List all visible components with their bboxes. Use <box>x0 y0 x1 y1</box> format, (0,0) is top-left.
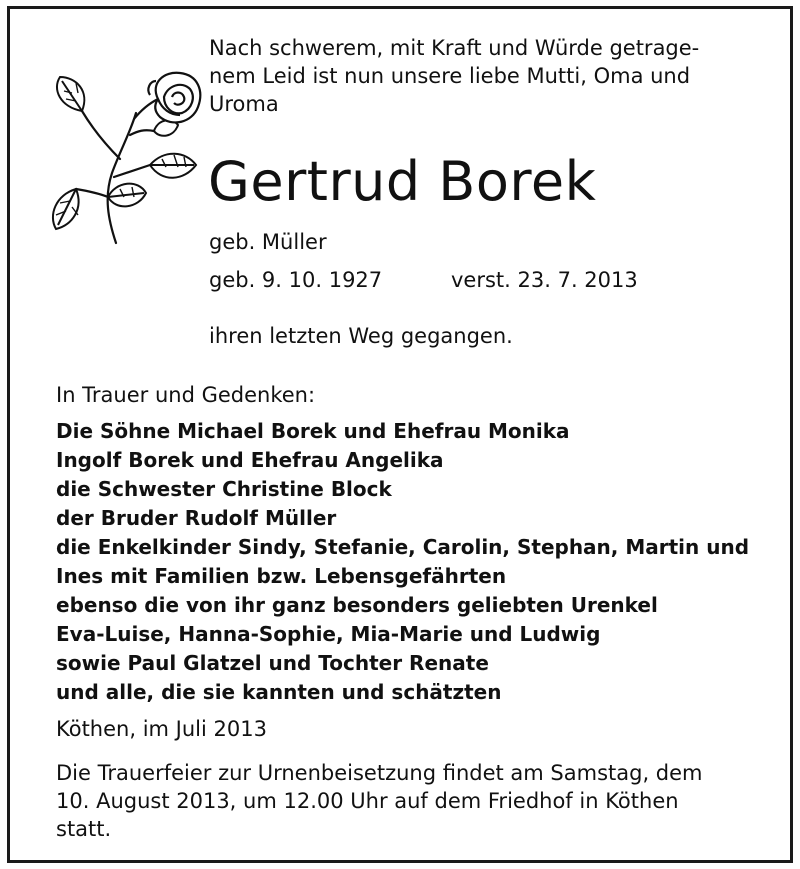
mourner-line: Ingolf Borek und Ehefrau Angelika <box>56 448 444 472</box>
intro-line: nem Leid ist nun unsere liebe Mutti, Oma und <box>209 64 691 88</box>
ceremony-line: statt. <box>56 817 112 841</box>
mourner-line: Ines mit Familien bzw. Lebensgefährten <box>56 564 507 588</box>
mourning-heading: In Trauer und Gedenken: <box>56 383 316 407</box>
intro-line: Nach schwerem, mit Kraft und Würde getrage- <box>209 36 700 60</box>
obituary-notice <box>7 6 793 863</box>
mourner-line: die Schwester Christine Block <box>56 477 392 501</box>
maiden-name: geb. Müller <box>209 230 327 254</box>
intro-line: Uroma <box>209 92 279 116</box>
death-date: verst. 23. 7. 2013 <box>451 268 638 292</box>
mourner-line: der Bruder Rudolf Müller <box>56 506 337 530</box>
ceremony-line: Die Trauerfeier zur Urnenbeisetzung findet am Samstag, dem <box>56 761 703 785</box>
mourner-line: die Enkelkinder Sindy, Stefanie, Carolin, Stephan, Martin und <box>56 535 750 559</box>
mourners-list <box>56 417 776 707</box>
mourner-line: Eva-Luise, Hanna-Sophie, Mia-Marie und Ludwig <box>56 622 601 646</box>
rose-icon <box>46 69 204 245</box>
ceremony-line: 10. August 2013, um 12.00 Uhr auf dem Friedhof in Köthen <box>56 789 679 813</box>
closing-line: ihren letzten Weg gegangen. <box>209 324 513 348</box>
place-date: Köthen, im Juli 2013 <box>56 717 267 741</box>
intro-text <box>209 34 769 118</box>
mourner-line: ebenso die von ihr ganz besonders geliebten Urenkel <box>56 593 658 617</box>
birth-date: geb. 9. 10. 1927 <box>209 268 383 292</box>
mourner-line: und alle, die sie kannten und schätzten <box>56 680 502 704</box>
mourner-line: sowie Paul Glatzel und Tochter Renate <box>56 651 489 675</box>
deceased-name: Gertrud Borek <box>208 150 597 213</box>
ceremony-text <box>56 759 761 843</box>
mourner-line: Die Söhne Michael Borek und Ehefrau Monika <box>56 419 570 443</box>
